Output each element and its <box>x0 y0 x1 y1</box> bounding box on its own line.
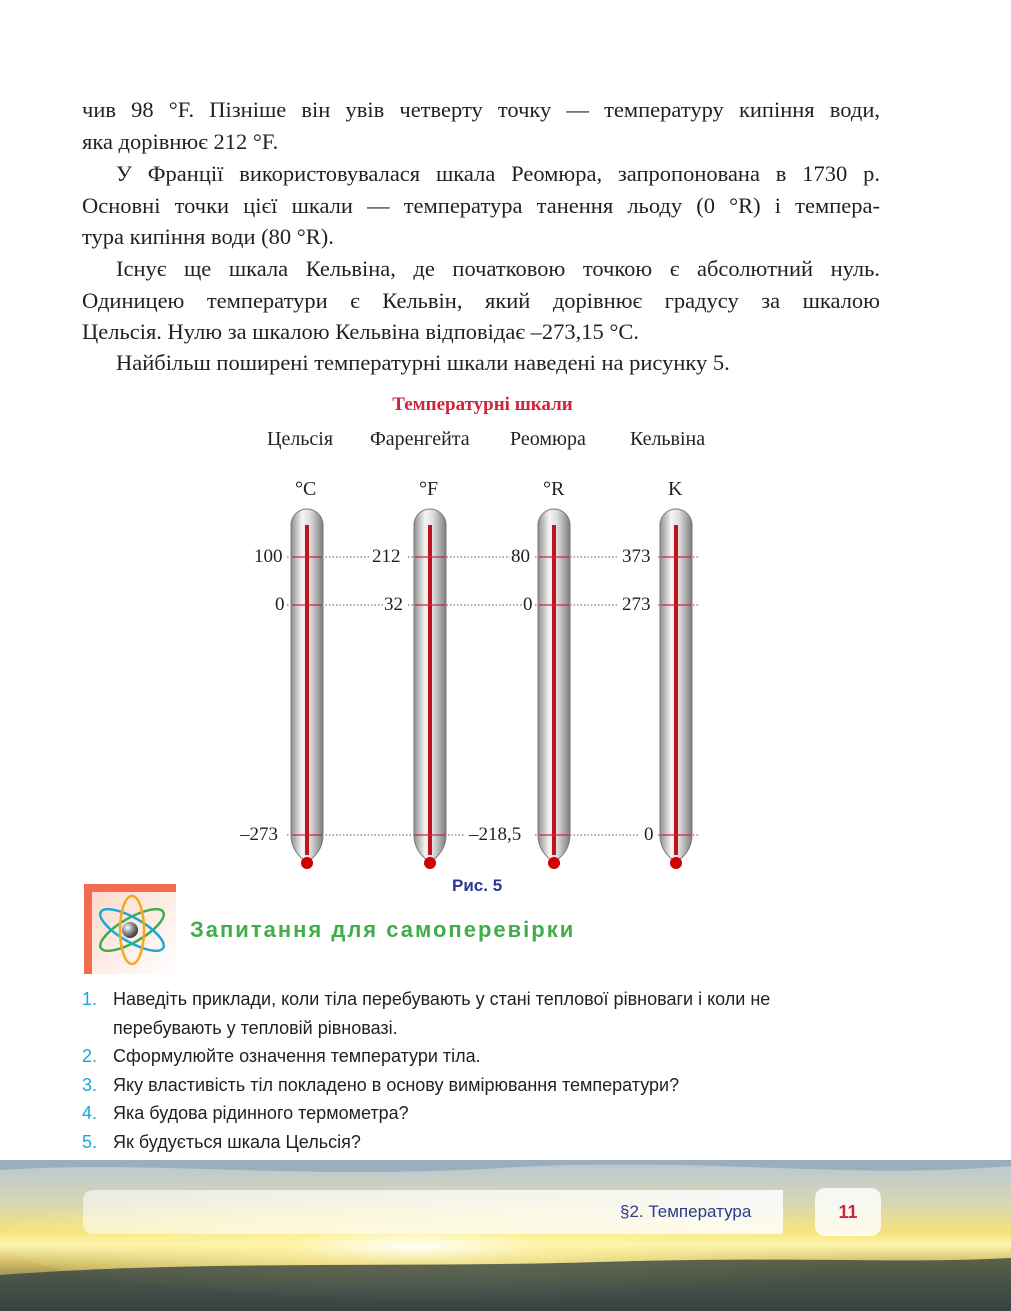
tick-celsius-freezing: 0 <box>275 594 285 615</box>
tick-celsius-boiling: 100 <box>254 546 283 567</box>
text-line: тура кипіння води (80 °R). <box>82 224 334 249</box>
thermometer-reaumur <box>538 509 570 869</box>
question-item <box>82 1099 902 1128</box>
unit-fahrenheit: °F <box>419 478 439 500</box>
text-line: Найбільш поширені температурні шкали наведені на рисунку 5. <box>116 350 730 375</box>
question-text: Наведіть приклади, коли тіла перебувають у стані теплової рівноваги і коли не <box>113 989 771 1009</box>
thermometer-fahrenheit <box>414 509 446 869</box>
text-line: Основні точки цієї шкали — температура танення льоду (0 °R) і темпера- <box>82 192 880 218</box>
text-line: яка дорівнює 212 °F. <box>82 128 279 154</box>
question-text: Яку властивість тіл покладено в основу вимірювання температури? <box>113 1074 680 1095</box>
tick-reaumur-boiling: 80 <box>511 546 530 567</box>
question-item <box>82 1128 902 1157</box>
page-number: 11 <box>838 1202 858 1222</box>
thermometer-kelvin <box>660 509 692 869</box>
scale-name-kelvin: Кельвіна <box>630 428 706 450</box>
tick-fahrenheit-boiling: 212 <box>372 546 401 567</box>
scale-name-celsius: Цельсія <box>267 428 334 450</box>
question-text: перебувають у тепловій рівновазі. <box>113 1017 398 1038</box>
questions-list <box>82 985 902 1156</box>
question-text: Як будується шкала Цельсія? <box>113 1131 361 1152</box>
tick-kelvin-freezing: 273 <box>622 594 651 615</box>
unit-kelvin: K <box>668 478 683 500</box>
question-number: 3. <box>82 1074 98 1095</box>
tick-fahrenheit-freezing: 32 <box>384 594 403 615</box>
text-line: Існує ще шкала Кельвіна, де початковою точкою є абсолютний нуль. <box>116 256 880 281</box>
tick-reaumur-freezing: 0 <box>523 594 533 615</box>
text-line: Цельсія. Нулю за шкалою Кельвіна відповідає –273,15 °С. <box>82 319 639 344</box>
question-item <box>82 1042 902 1071</box>
figure-title: Температурні шкали <box>392 394 573 415</box>
questions-heading: Запитання для самоперевірки <box>190 917 576 942</box>
scale-name-fahrenheit: Фаренгейта <box>370 428 470 450</box>
tick-kelvin-boiling: 373 <box>622 546 651 567</box>
unit-celsius: °C <box>295 478 317 500</box>
question-number: 1. <box>82 989 98 1009</box>
text-line: У Франції використовувалася шкала Реомюра, запропонована в 1730 р. <box>116 161 880 186</box>
tick-kelvin-absolute: 0 <box>644 824 654 845</box>
question-item <box>82 985 902 1042</box>
thermometer-celsius <box>291 509 323 869</box>
tick-reaumur-absolute: –218,5 <box>469 824 522 845</box>
question-item <box>82 1071 902 1100</box>
question-number: 2. <box>82 1046 98 1066</box>
scale-name-reaumur: Реомюра <box>510 428 586 450</box>
unit-reaumur: °R <box>543 478 565 500</box>
text-line: чив 98 °F. Пізніше він увів четверту точку — температуру кипіння води, <box>82 97 880 122</box>
atom-icon <box>84 884 176 974</box>
question-number: 4. <box>82 1103 98 1123</box>
question-text: Сформулюйте означення температури тіла. <box>113 1046 481 1066</box>
question-text: Яка будова рідинного термометра? <box>113 1103 409 1123</box>
figure-caption: Рис. 5 <box>452 876 503 895</box>
tick-celsius-absolute: –273 <box>240 824 278 845</box>
footer-section-title: §2. Температура <box>620 1202 752 1221</box>
question-number: 5. <box>82 1131 98 1152</box>
text-line: Одиницею температури є Кельвін, який дорівнює градусу за шкалою <box>82 287 880 313</box>
